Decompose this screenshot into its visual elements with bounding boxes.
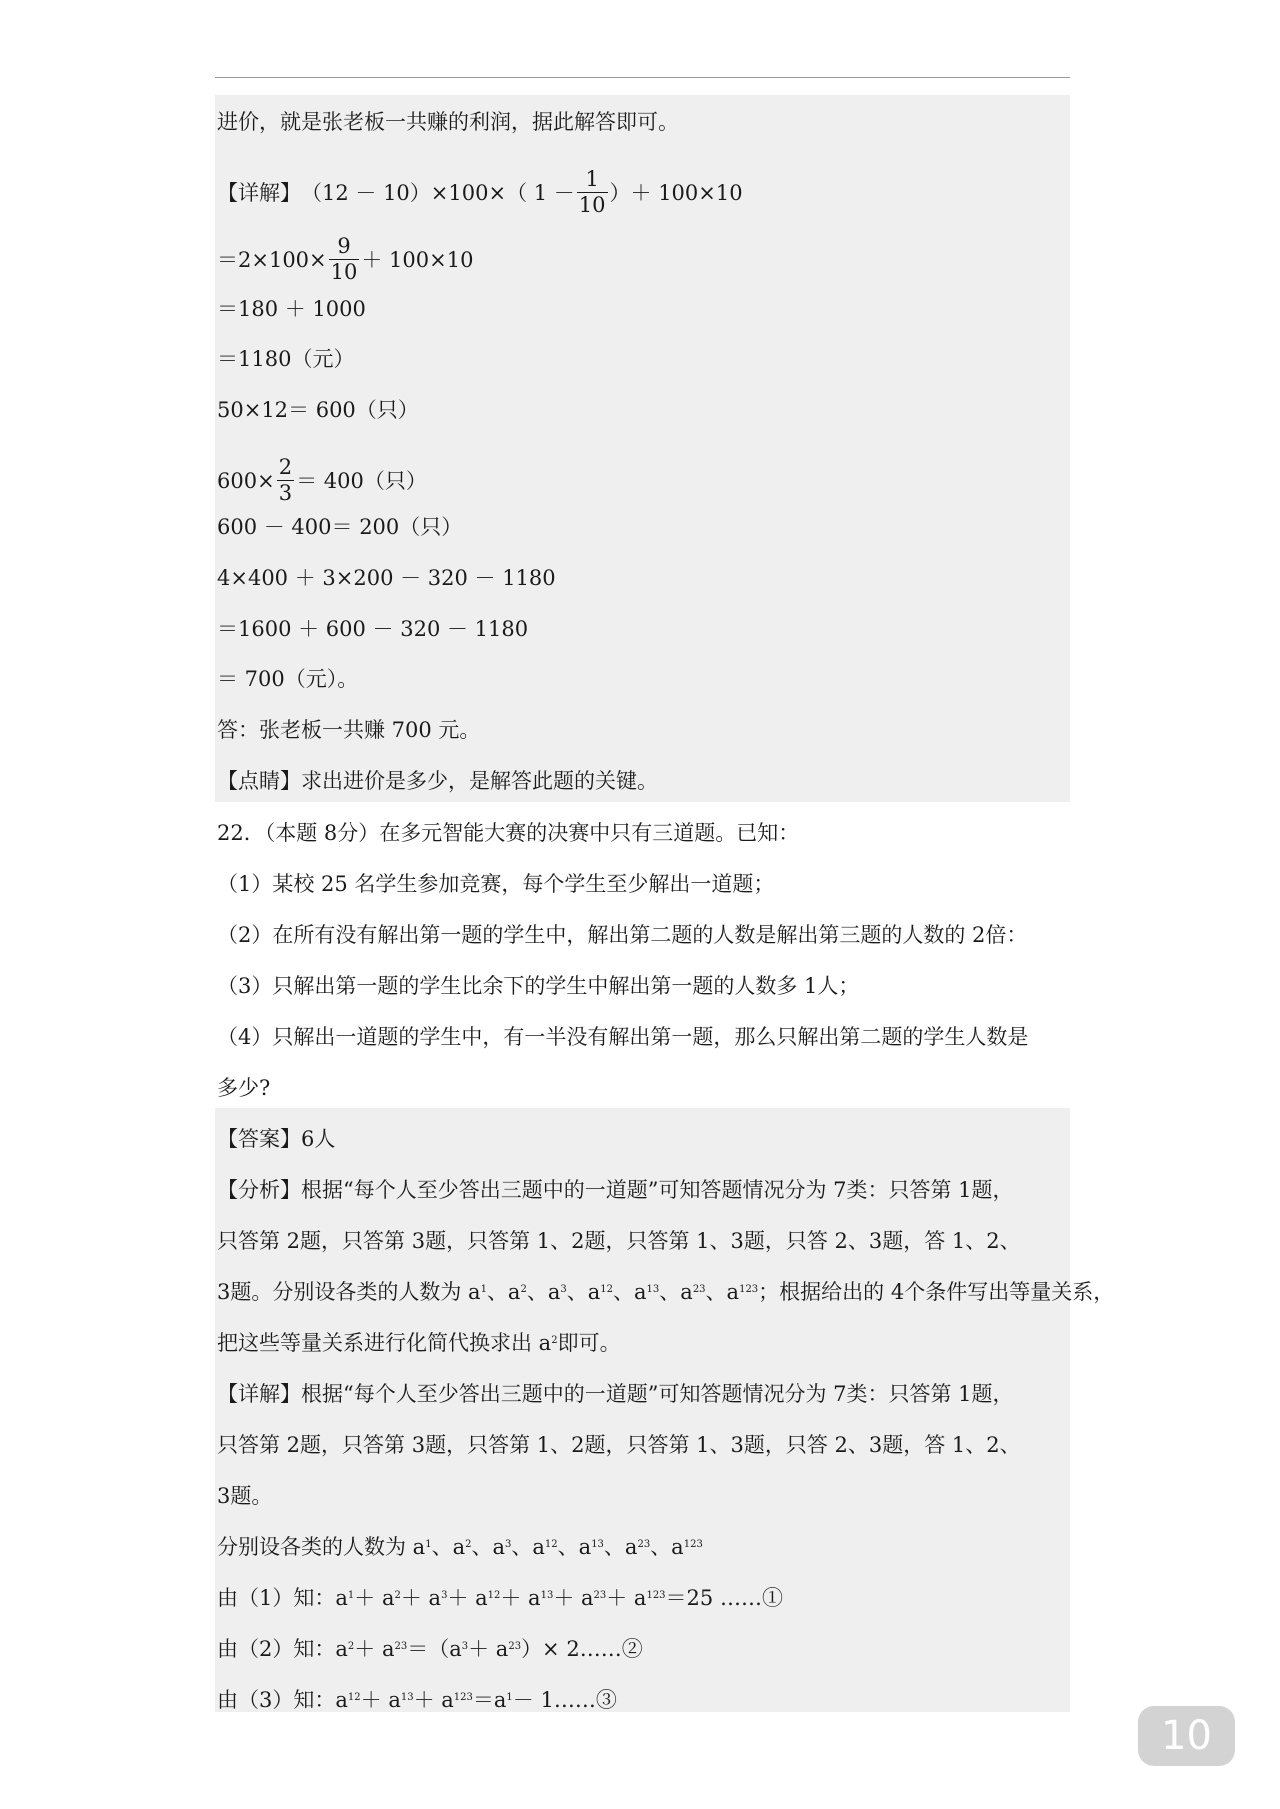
detail-calc-5: 50×12＝ 600（只） — [217, 398, 419, 422]
condition-3: （3）只解出第一题的学生比余下的学生中解出第一题的人数多 1人； — [217, 974, 860, 998]
header-rule — [215, 77, 1070, 78]
detail-label: 【详解】 — [217, 180, 301, 205]
analysis-line-2: 只答第 2题，只答第 3题，只答第 1、2题，只答第 1、3题，只答 2、3题，答 1、2、 — [217, 1229, 1021, 1253]
question-22-stem: 22．（本题 8分）在多元智能大赛的决赛中只有三道题。已知： — [217, 821, 800, 845]
detail-line-1: 【详解】根据“每个人至少答出三题中的一道题”可知答题情况分为 7类：只答第 1题， — [217, 1382, 1014, 1406]
condition-2: （2）在所有没有解出第一题的学生中，解出第二题的人数是解出第三题的人数的 2倍： — [217, 923, 1028, 947]
page-number-badge: 10 — [1138, 1706, 1235, 1766]
fraction-2-3: $\frac{2}{3}$ — [278, 455, 293, 505]
calc1-left: （12 － 10）×100×（ 1 － — [301, 180, 575, 205]
detail-calc-4: ＝1180（元） — [217, 347, 355, 371]
condition-4-line-1: （4）只解出一道题的学生中，有一半没有解出第一题，那么只解出第二题的学生人数是 — [217, 1025, 1029, 1049]
fraction-9-10: $\frac{9}{10}$ — [330, 234, 358, 284]
calc2-left: ＝2×100× — [217, 247, 327, 272]
condition-4-line-2: 多少? — [217, 1076, 271, 1100]
detail-line-3: 3题。 — [217, 1484, 273, 1508]
equation-1: 由（1）知：$a^1+ a^2+ a^3+ a^{12}+ a^{13}+ a^{23}+ a^{123}=25$ ……① — [217, 1586, 783, 1610]
calc2-right: ＋ 100×10 — [361, 247, 474, 272]
detail-line-2: 只答第 2题，只答第 3题，只答第 1、2题，只答第 1、3题，只答 2、3题，答 1、2、 — [217, 1433, 1021, 1457]
calc1-right: ）＋ 100×10 — [609, 180, 743, 205]
detail-calc-9: ＝1600 ＋ 600 － 320 － 1180 — [217, 617, 529, 641]
answer-line: 答：张老板一共赚 700 元。 — [217, 718, 481, 742]
analysis-line-1: 【分析】根据“每个人至少答出三题中的一道题”可知答题情况分为 7类：只答第 1题， — [217, 1178, 1014, 1202]
answer-22: 【答案】6人 — [217, 1127, 336, 1151]
detail-calc-6 — [217, 455, 427, 505]
remark-line: 【点睛】求出进价是多少，是解答此题的关键。 — [217, 769, 658, 793]
calc6-right: ＝ 400（只） — [296, 468, 427, 493]
equation-3: 由（3）知：$a^{12}+ a^{13}+ a^{123}=a^1-$ 1……③ — [217, 1688, 617, 1712]
equation-2: 由（2）知：$a^2+ a^{23}=(a^3+ a^{23})\times$ 2……② — [217, 1637, 643, 1661]
detail-calc-7: 600 － 400＝ 200（只） — [217, 515, 463, 539]
solution-intro: 进价，就是张老板一共赚的利润，据此解答即可。 — [217, 110, 679, 134]
fraction-1-10: $\frac{1}{10}$ — [578, 167, 606, 217]
detail-calc-8: 4×400 ＋ 3×200 － 320 － 1180 — [217, 566, 556, 590]
detail-calc-2 — [217, 234, 474, 284]
detail-calc-10: ＝ 700（元）。 — [217, 667, 359, 691]
analysis-line-4: 把这些等量关系进行化简代换求出 $a^2$即可。 — [217, 1331, 621, 1355]
calc6-left: 600× — [217, 468, 275, 493]
detail-line-4: 分别设各类的人数为 $a^1$、$a^2$、$a^3$、$a^{12}$、$a^{13}$、$a^{23}$、$a^{123}$ — [217, 1535, 703, 1559]
detail-calc-1 — [217, 167, 743, 217]
condition-1: （1）某校 25 名学生参加竞赛，每个学生至少解出一道题； — [217, 872, 775, 896]
detail-calc-3: ＝180 ＋ 1000 — [217, 297, 366, 321]
analysis-line-3: 3题。分别设各类的人数为 $a^1$、$a^2$、$a^3$、$a^{12}$、$a^{13}$、$a^{23}$、$a^{123}$；根据给出的 4个条件写出等量关系， — [217, 1280, 1115, 1304]
